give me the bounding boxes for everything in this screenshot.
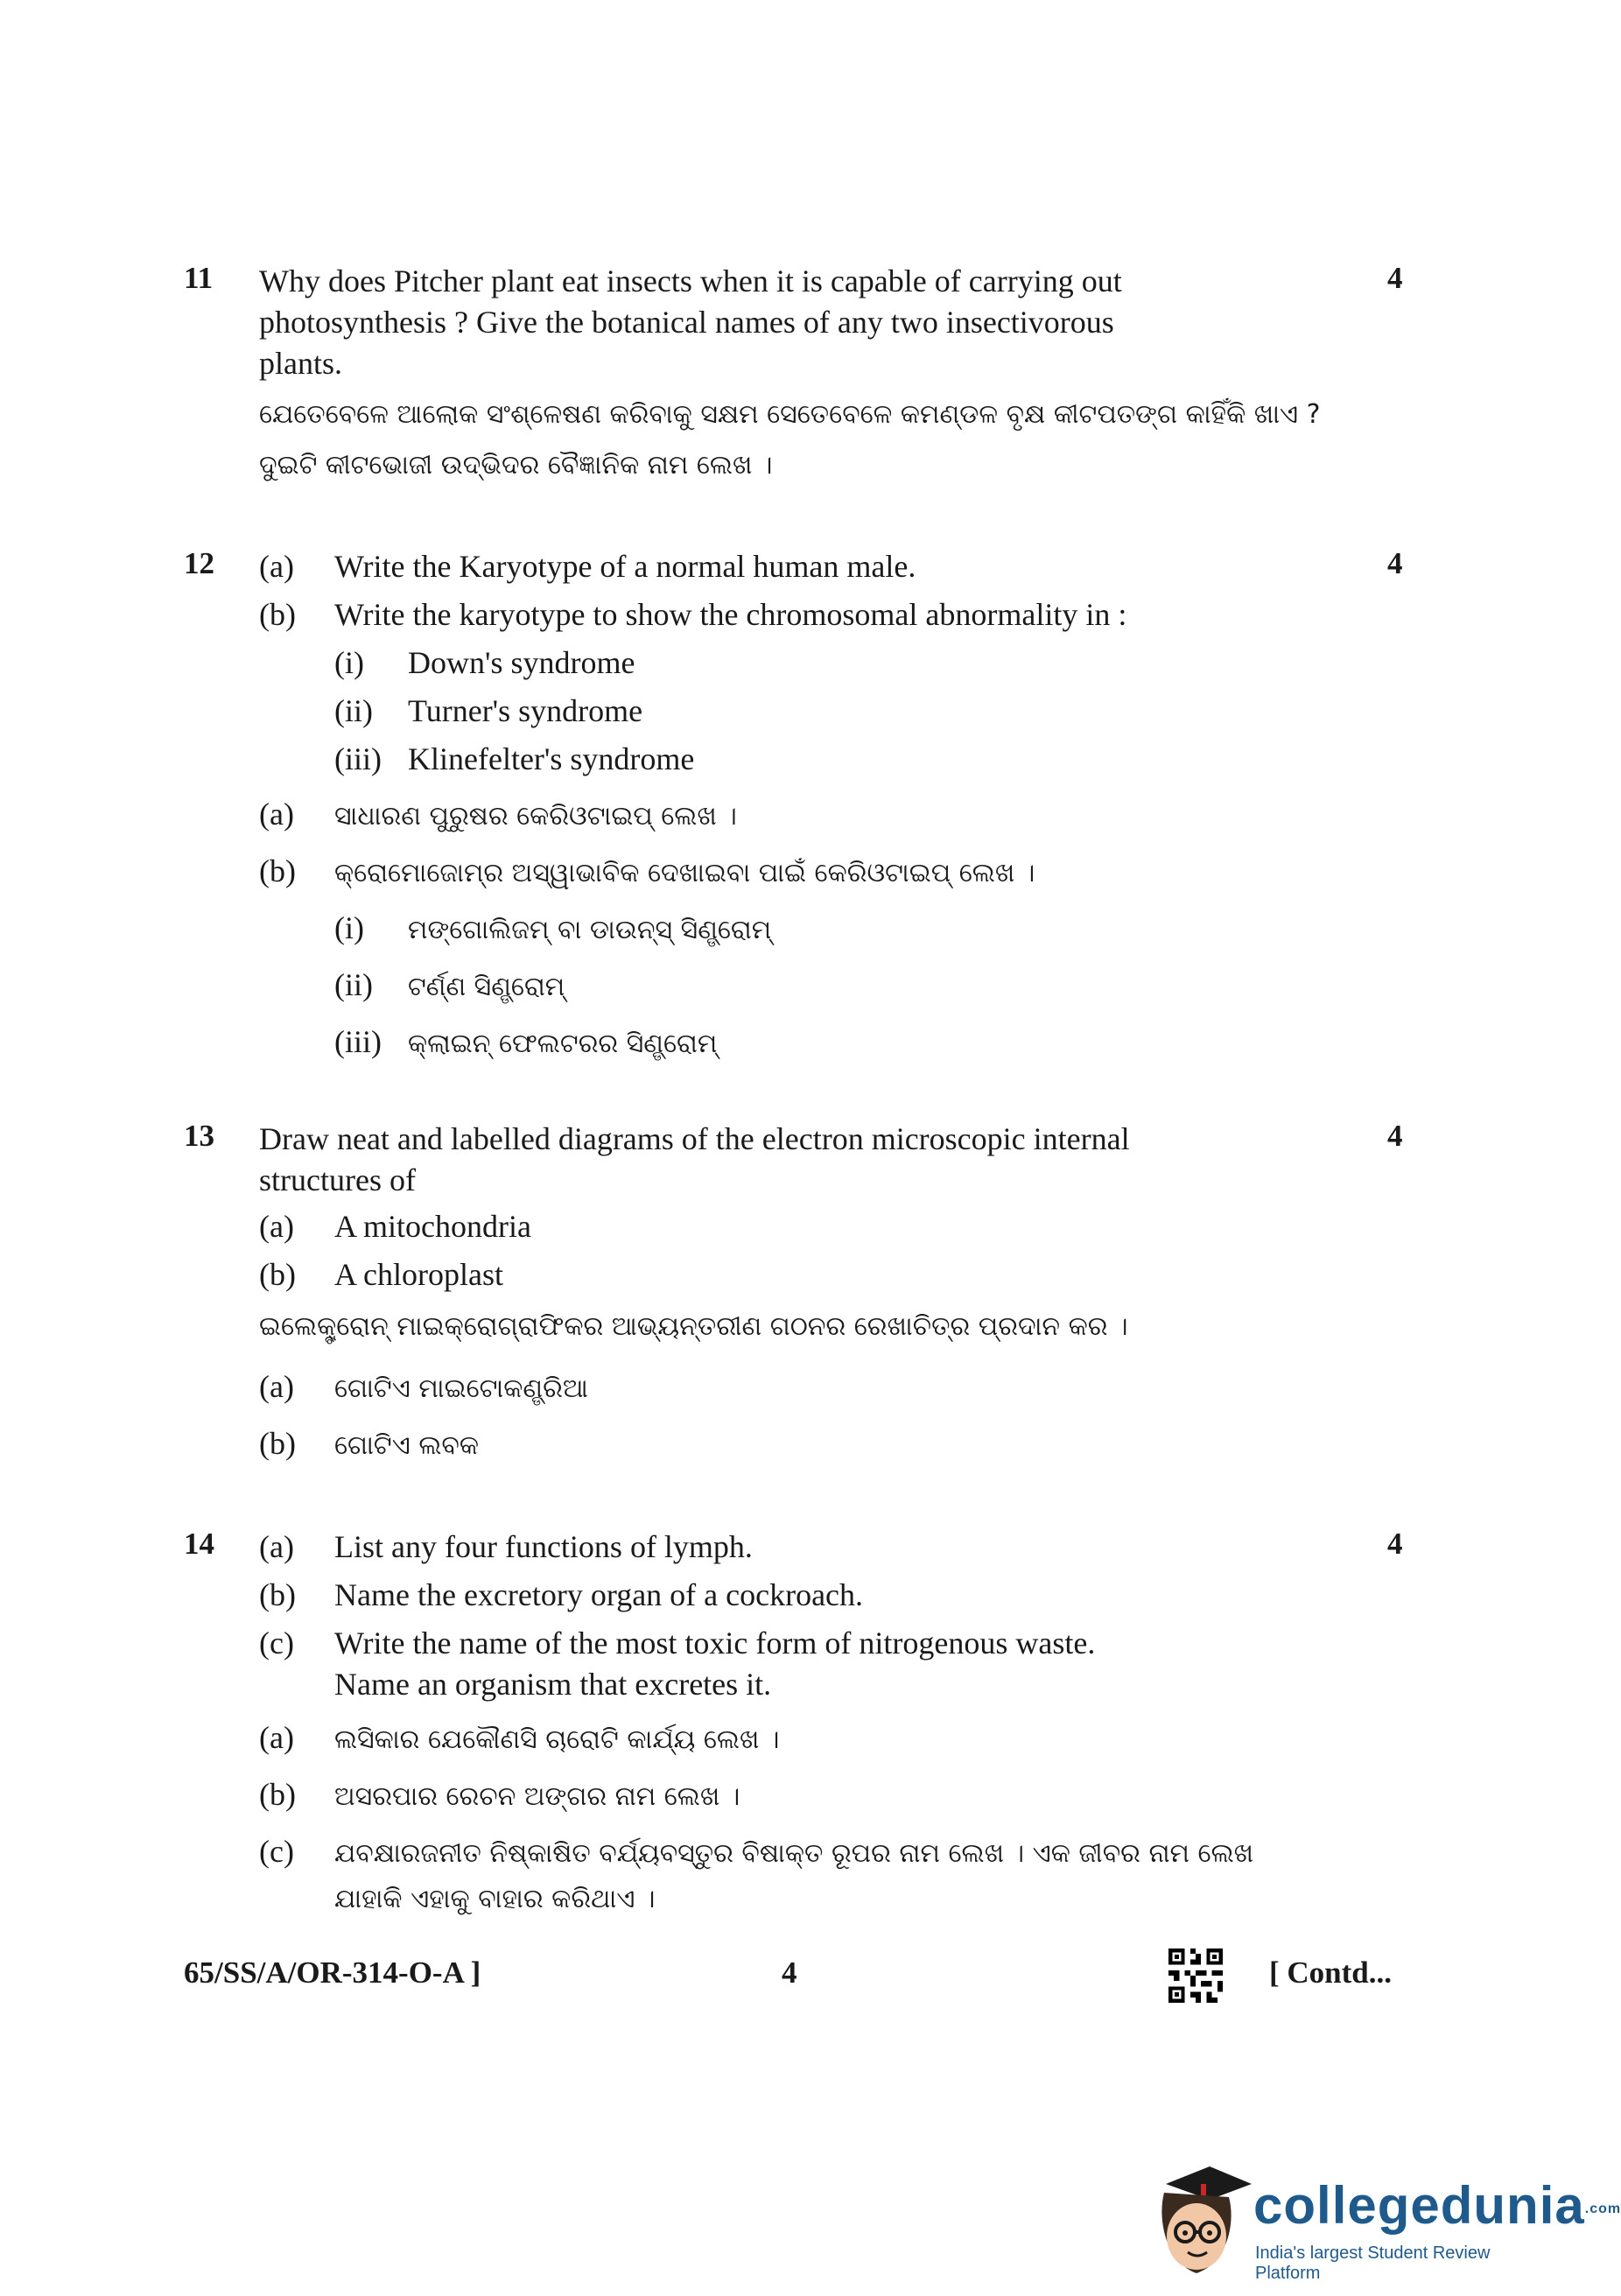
subpart-label: (b)	[259, 853, 296, 888]
subpart-text: ଯବକ୍ଷାରଜନୀତ ନିଷ୍କାଷିତ ବର୍ଯ୍ୟବସ୍ତୁର ବିଷାକ୍ତ ରୂପର ନାମ ଲେଖ । ଏକ ଜୀବର ନାମ ଲେଖ	[334, 1838, 1254, 1869]
question-text-odia: ଦୁଇଟି କୀଟଭୋଜୀ ଉଦ୍ଭିଦର ବୈଜ୍ଞାନିକ ନାମ ଲେଖ ।	[259, 450, 773, 481]
brand-wordmark: collegedunia	[1253, 2176, 1585, 2235]
subpart-label: (a)	[259, 1369, 294, 1404]
subpart-text: ସାଧାରଣ ପୁରୁଷର କେରିଓଟାଇପ୍ ଲେଖ ।	[334, 801, 737, 832]
subpart-text: ମଙ୍ଗୋଲିଜମ୍ ବା ଡାଉନ୍‌ସ୍ ସିଣ୍ଡ୍ରୋମ୍	[408, 915, 772, 945]
subpart-label: (iii)	[334, 1024, 382, 1059]
text-line: photosynthesis ? Give the botanical names of any two insectivorous	[259, 305, 1114, 340]
question-text-odia: ଯେତେବେଳେ ଆଲୋକ ସଂଶ୍ଳେଷଣ କରିବାକୁ ସକ୍ଷମ ସେତେବେଳେ କମଣ୍ଡଳ ବୃକ୍ଷ କୀଟପତଙ୍ଗ କାହିଁକି ଖାଏ ?	[259, 399, 1321, 430]
text-line: plants.	[259, 346, 342, 381]
question-text-en	[259, 1119, 1248, 1201]
subpart-text: କ୍ଲାଇନ୍ ଫେଲଟରର ସିଣ୍ଡ୍ରୋମ୍	[408, 1029, 718, 1059]
subpart-label: (a)	[259, 549, 294, 584]
subpart-label: (c)	[259, 1834, 294, 1869]
subpart-a-odia	[259, 1717, 779, 1759]
text-line: Why does Pitcher plant eat insects when it is capable of carrying out	[259, 263, 1122, 298]
subpart-c-odia-line2: ଯାହାକି ଏହାକୁ ବାହାର କରିଥାଏ ।	[334, 1884, 656, 1914]
subpart-text: A mitochondria	[334, 1209, 531, 1244]
subpart-i-odia	[334, 908, 771, 949]
subpart-text: ଗୋଟିଏ ମାଇଟୋକଣ୍ଡ୍ରିଆ	[334, 1373, 588, 1404]
subpart-label: (b)	[259, 1257, 296, 1292]
question-number: 13	[184, 1119, 214, 1153]
subpart-text: ଟର୍ଣ୍ଣ ସିଣ୍ଡ୍ରୋମ୍	[408, 972, 565, 1002]
subpart-iii	[334, 739, 694, 780]
qr-code-icon	[1168, 1948, 1223, 2003]
subpart-label: (iii)	[334, 741, 382, 776]
subpart-text: Down's syndrome	[408, 645, 635, 680]
subpart-text: Write the karyotype to show the chromosomal abnormality in :	[334, 597, 1127, 632]
question-text-odia: ଇଲେକ୍ଟ୍ରୋନ୍ ମାଇକ୍ରୋଗ୍ରାଫିକର ଆଭ୍ୟନ୍ତରୀଣ ଗଠନର ରେଖାଚିତ୍ର ପ୍ରଦାନ କର ।	[259, 1311, 1128, 1342]
subpart-a	[259, 1206, 531, 1247]
subpart-a	[259, 1527, 753, 1568]
subpart-label: (a)	[259, 1720, 294, 1755]
subpart-a	[259, 546, 916, 587]
subpart-ii-odia	[334, 965, 565, 1006]
subpart-iii-odia	[334, 1022, 717, 1063]
subpart-c-odia	[259, 1831, 1253, 1872]
question-number: 14	[184, 1527, 214, 1561]
subpart-label: (a)	[259, 797, 294, 832]
subpart-text: Turner's syndrome	[408, 693, 643, 728]
subpart-text: Write the Karyotype of a normal human male.	[334, 549, 916, 584]
student-mascot-icon	[1148, 2158, 1253, 2280]
question-marks: 4	[1387, 1119, 1403, 1153]
subpart-i	[334, 642, 635, 684]
text-line: structures of	[259, 1162, 416, 1197]
subpart-a-odia	[259, 1366, 588, 1408]
subpart-label: (i)	[334, 910, 364, 945]
subpart-text: କ୍ରୋମୋଜୋମ୍‌ର ଅସ୍ୱାଭାବିକ ଦେଖାଇବା ପାଇଁ କେରିଓଟାଇପ୍ ଲେଖ ।	[334, 858, 1035, 888]
subpart-label: (c)	[259, 1625, 294, 1661]
question-number: 12	[184, 546, 214, 580]
page-number: 4	[782, 1955, 797, 1990]
subpart-text: ଲସିକାର ଯେକୌଣସି ଚାରୋଟି କାର୍ଯ୍ୟ ଲେଖ ।	[334, 1724, 780, 1755]
subpart-text: A chloroplast	[334, 1257, 503, 1292]
subpart-b-odia	[259, 851, 1035, 892]
subpart-b-odia	[259, 1423, 479, 1464]
subpart-label: (a)	[259, 1529, 294, 1564]
question-text-en	[259, 261, 1248, 384]
subpart-label: (b)	[259, 597, 296, 632]
subpart-label: (a)	[259, 1209, 294, 1244]
brand-name	[1253, 2175, 1621, 2236]
question-number: 11	[184, 261, 214, 295]
subpart-label: (i)	[334, 645, 364, 680]
subpart-text: ଅସରପାର ରେଚନ ଅଙ୍ଗର ନାମ ଲେଖ ।	[334, 1781, 740, 1812]
subpart-b	[259, 594, 1126, 635]
question-marks: 4	[1387, 261, 1403, 295]
subpart-label: (b)	[259, 1577, 296, 1612]
text-line: Draw neat and labelled diagrams of the electron microscopic internal	[259, 1121, 1130, 1156]
subpart-a-odia	[259, 794, 737, 835]
subpart-label: (ii)	[334, 693, 373, 728]
brand-tagline: India's largest Student Review Platform	[1255, 2243, 1491, 2283]
question-marks: 4	[1387, 1527, 1403, 1561]
collegedunia-logo	[1148, 2140, 1621, 2289]
subpart-text: List any four functions of lymph.	[334, 1529, 753, 1564]
subpart-c-line2: Name an organism that excretes it.	[334, 1667, 772, 1702]
subpart-b	[259, 1575, 863, 1616]
subpart-c	[259, 1623, 1095, 1664]
continued-label: [ Contd...	[1269, 1955, 1393, 1990]
subpart-b-odia	[259, 1774, 740, 1815]
subpart-text: ଗୋଟିଏ ଲବକ	[334, 1430, 480, 1461]
question-marks: 4	[1387, 546, 1403, 580]
subpart-ii	[334, 691, 642, 732]
subpart-text: Klinefelter's syndrome	[408, 741, 695, 776]
subpart-text: Name the excretory organ of a cockroach.	[334, 1577, 864, 1612]
subpart-label: (b)	[259, 1426, 296, 1461]
subpart-label: (b)	[259, 1777, 296, 1812]
paper-code: 65/SS/A/OR-314-O-A ]	[184, 1955, 481, 1990]
brand-suffix: .com	[1584, 2201, 1621, 2217]
subpart-label: (ii)	[334, 967, 373, 1002]
subpart-b	[259, 1254, 503, 1295]
subpart-text: Write the name of the most toxic form of nitrogenous waste.	[334, 1625, 1096, 1661]
